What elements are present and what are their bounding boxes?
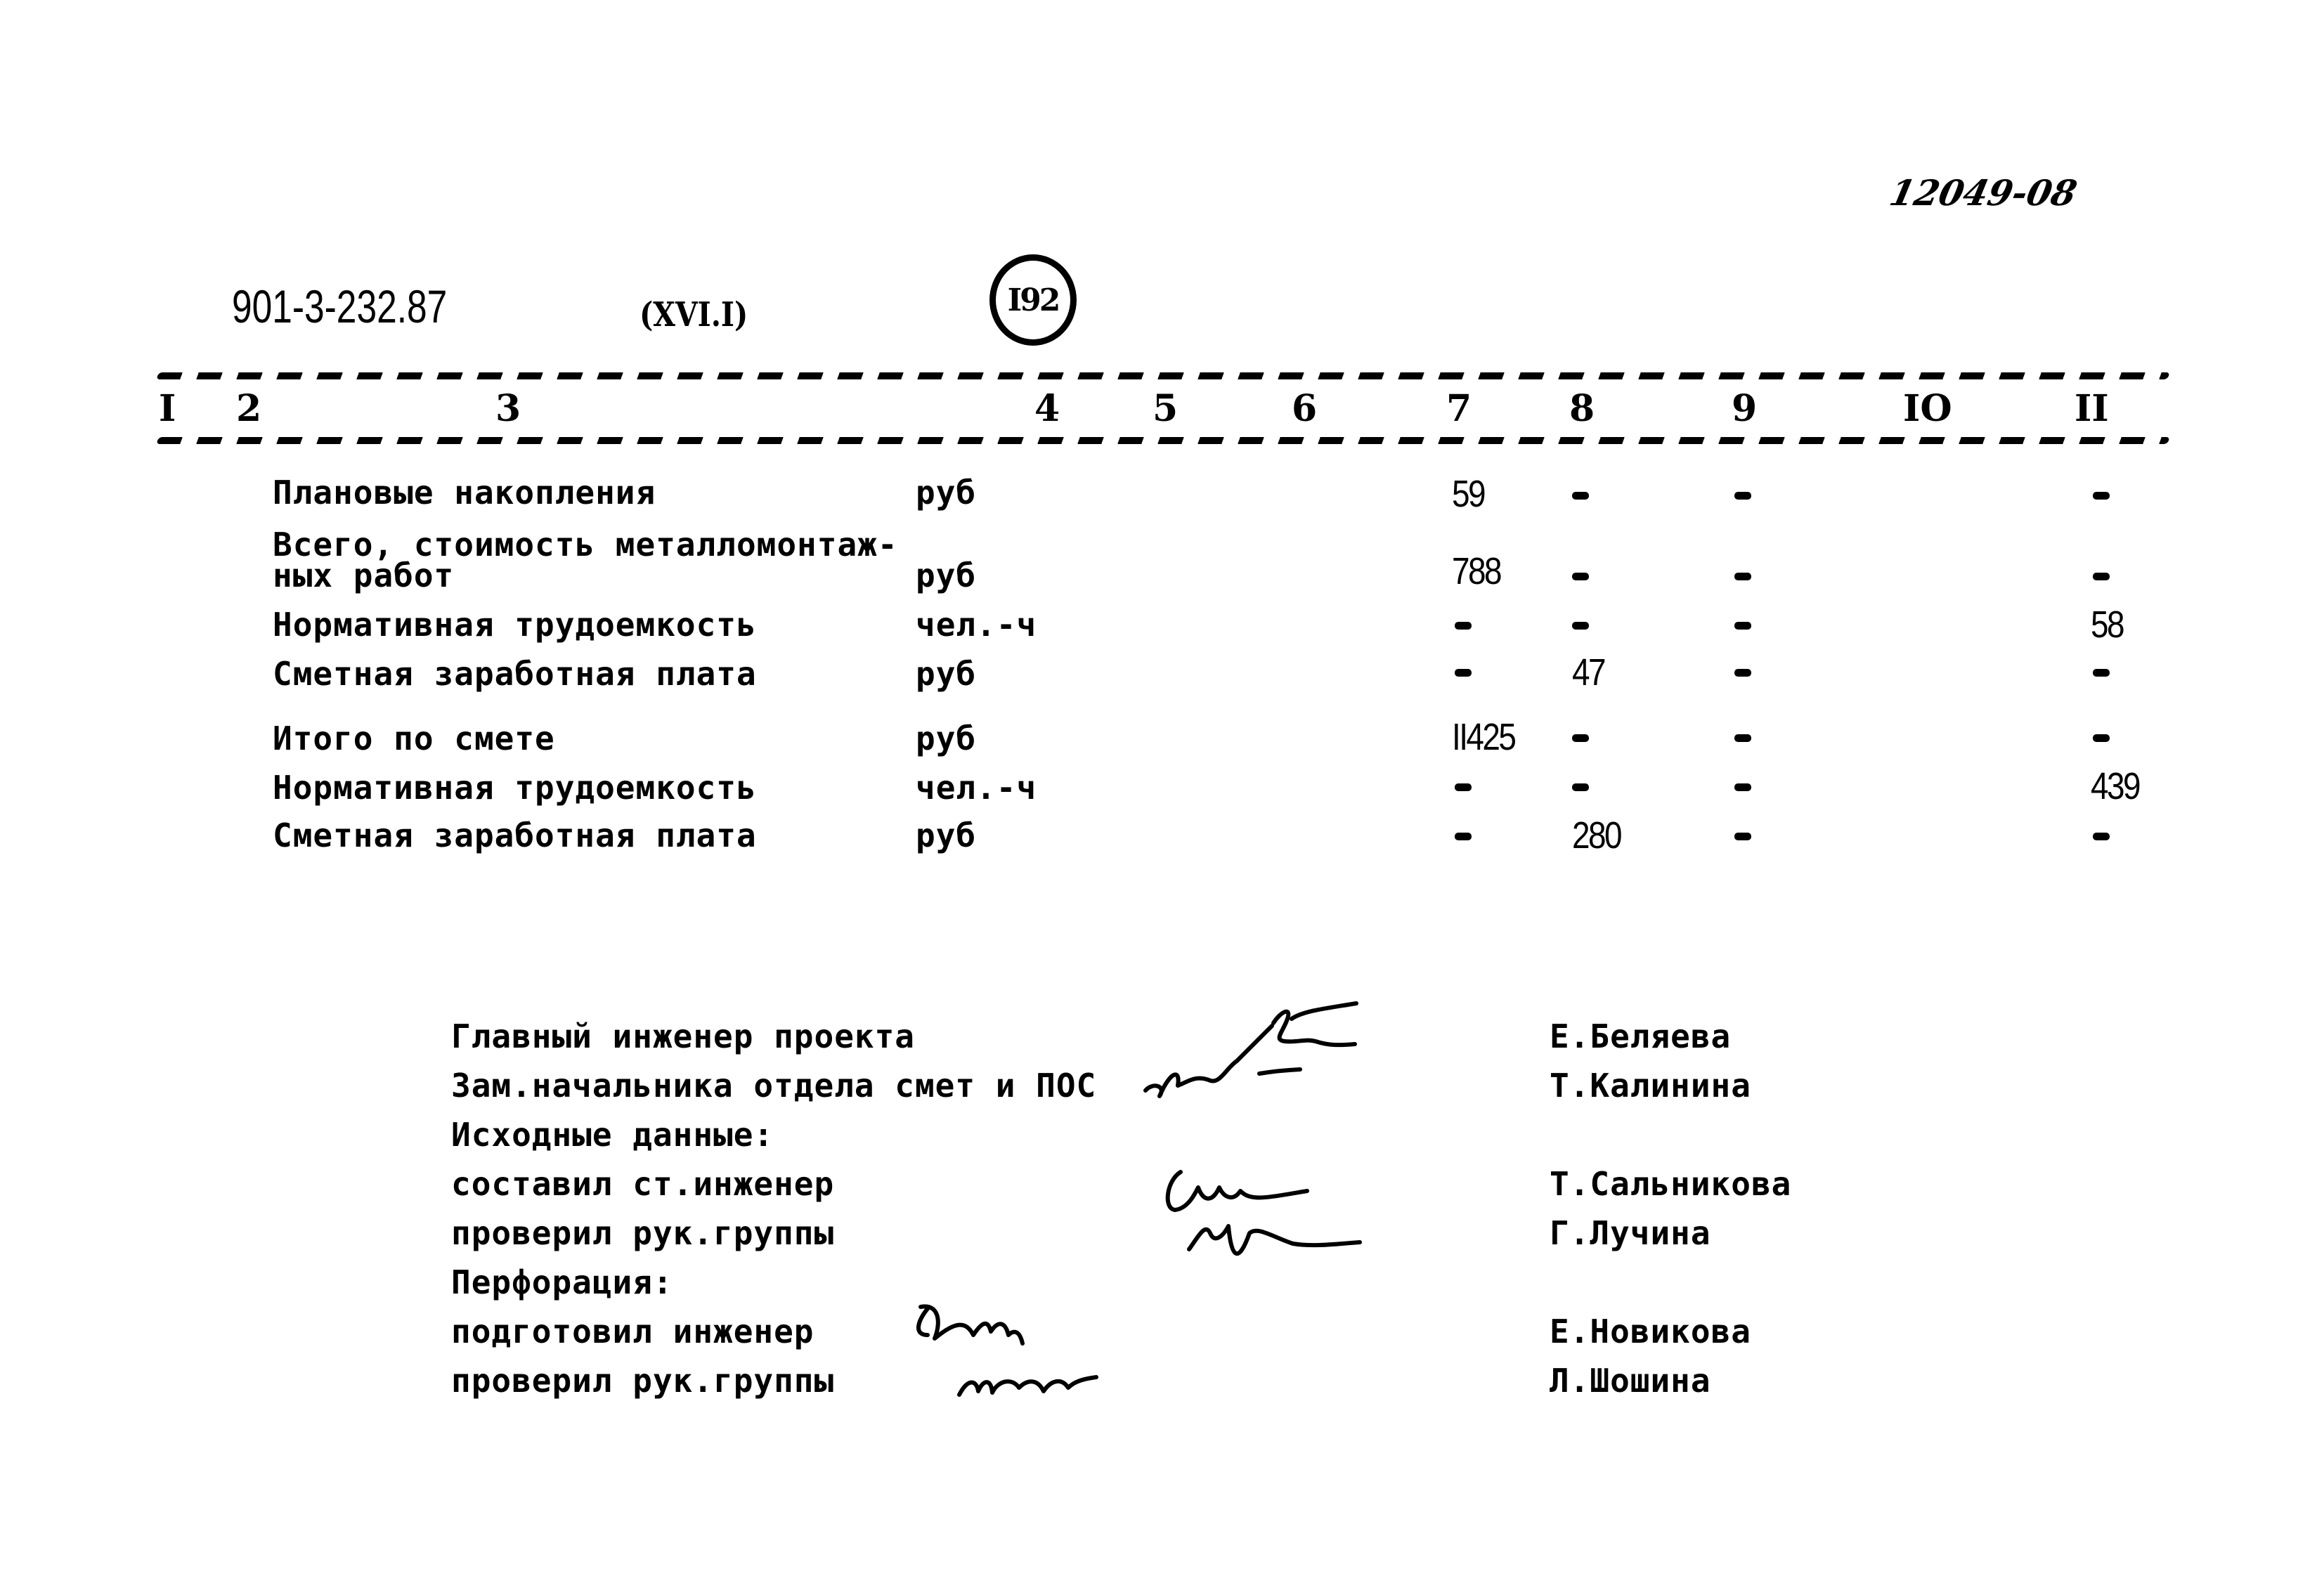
row-unit: чел.-ч — [916, 769, 1037, 807]
signature-name: Т.Сальникова — [1550, 1165, 1792, 1203]
row-unit: руб — [916, 816, 977, 854]
column-header-8: 8 — [1569, 387, 1595, 430]
document-number: 901-3-232.87 — [232, 280, 448, 332]
row-name-continued: ных работ — [273, 556, 455, 594]
row-unit: чел.-ч — [916, 606, 1037, 644]
row-name: Сметная заработная плата — [273, 816, 757, 854]
page-number: I92 — [1007, 282, 1059, 318]
signature-role: Главный инженер проекта — [451, 1017, 915, 1055]
row-name: Нормативная трудоемкость — [273, 606, 757, 644]
column-header-4: 4 — [1034, 387, 1060, 430]
signature-name: Е.Беляева — [1550, 1017, 1732, 1055]
column-header-11: II — [2075, 387, 2109, 430]
row-col8: 47 — [1572, 651, 1604, 693]
row-col7: 788 — [1452, 550, 1500, 592]
row-name: Плановые накопления — [273, 474, 656, 512]
column-header-7: 7 — [1446, 387, 1472, 430]
signature-name: Г.Лучина — [1550, 1214, 1711, 1252]
signature-name: Т.Калинина — [1550, 1067, 1751, 1105]
row-col7: II425 — [1452, 716, 1515, 758]
signature-role: составил ст.инженер — [451, 1165, 835, 1203]
section-label: (XVI.I) — [640, 295, 748, 334]
column-header-3: 3 — [495, 387, 521, 430]
row-name: Нормативная трудоемкость — [273, 769, 757, 807]
row-col11: 58 — [2091, 604, 2123, 646]
column-header-9: 9 — [1732, 387, 1758, 430]
signature-section-heading: Перфорация: — [451, 1263, 673, 1301]
row-col8: 280 — [1572, 814, 1621, 857]
archive-mark: 12049-08 — [1885, 172, 2081, 214]
row-col11: 439 — [2091, 765, 2139, 807]
row-unit: руб — [916, 556, 977, 594]
column-header-10: IO — [1903, 387, 1952, 430]
row-name: Сметная заработная плата — [273, 655, 757, 693]
signature-role: проверил рук.группы — [451, 1214, 835, 1252]
signature-role: Зам.начальника отдела смет и ПОС — [451, 1067, 1097, 1105]
row-col7: 59 — [1452, 473, 1484, 515]
row-unit: руб — [916, 719, 977, 757]
column-header-6: 6 — [1292, 387, 1318, 430]
signature-role: проверил рук.группы — [451, 1362, 835, 1400]
row-name: Всего, стоимость металломонтаж- — [273, 526, 898, 564]
row-name: Итого по смете — [273, 719, 555, 757]
column-header-2: 2 — [236, 387, 262, 430]
signature-section-heading: Исходные данные: — [451, 1116, 774, 1154]
row-unit: руб — [916, 474, 977, 512]
column-header-5: 5 — [1153, 387, 1179, 430]
column-header-1: I — [159, 387, 176, 430]
signature-role: подготовил инженер — [451, 1313, 814, 1350]
signature-name: Л.Шошина — [1550, 1362, 1711, 1400]
signature-name: Е.Новикова — [1550, 1313, 1751, 1350]
row-unit: руб — [916, 655, 977, 693]
